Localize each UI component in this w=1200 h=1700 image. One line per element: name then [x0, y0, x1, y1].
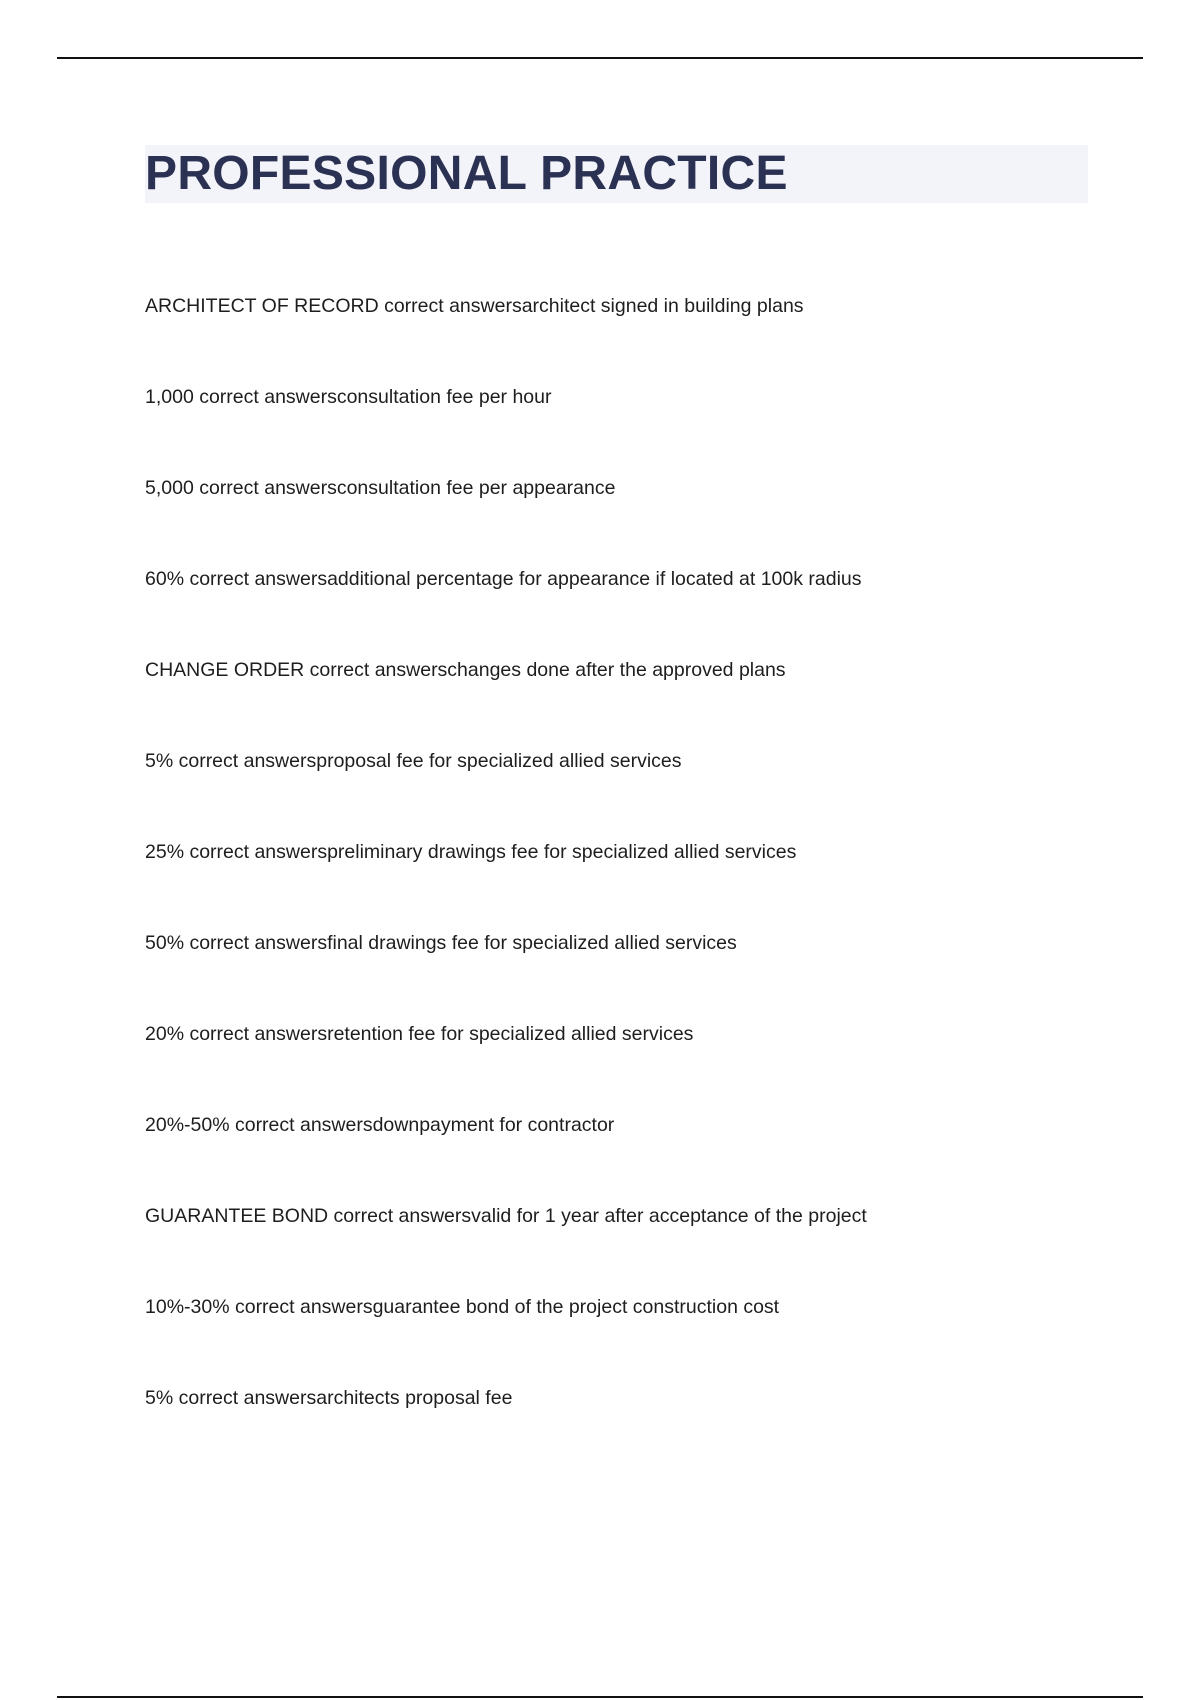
footer-rule — [57, 1696, 1143, 1698]
flashcard-list — [145, 293, 1105, 1476]
flashcard-entry: 60% correct answersadditional percentage for appearance if located at 100k radius — [145, 568, 862, 590]
flashcard-entry: 10%-30% correct answersguarantee bond of the project construction cost — [145, 1296, 780, 1318]
flashcard-entry: 20% correct answersretention fee for specialized allied services — [145, 1023, 694, 1045]
flashcard-entry: 25% correct answerspreliminary drawings fee for specialized allied services — [145, 841, 797, 863]
header-rule — [57, 57, 1143, 59]
flashcard-entry: 50% correct answersfinal drawings fee for specialized allied services — [145, 932, 737, 954]
flashcard-entry: 5% correct answersarchitects proposal fee — [145, 1387, 513, 1409]
flashcard-entry: 5,000 correct answersconsultation fee per appearance — [145, 477, 616, 499]
flashcard-entry: 1,000 correct answersconsultation fee per hour — [145, 386, 552, 408]
page-title: PROFESSIONAL PRACTICE — [145, 147, 788, 200]
flashcard-entry: ARCHITECT OF RECORD correct answersarchitect signed in building plans — [145, 295, 804, 317]
flashcard-entry: 20%-50% correct answersdownpayment for contractor — [145, 1114, 615, 1136]
flashcard-entry: 5% correct answersproposal fee for specialized allied services — [145, 750, 682, 772]
flashcard-entry: CHANGE ORDER correct answerschanges done after the approved plans — [145, 659, 786, 681]
flashcard-entry: GUARANTEE BOND correct answersvalid for 1 year after acceptance of the project — [145, 1205, 867, 1227]
